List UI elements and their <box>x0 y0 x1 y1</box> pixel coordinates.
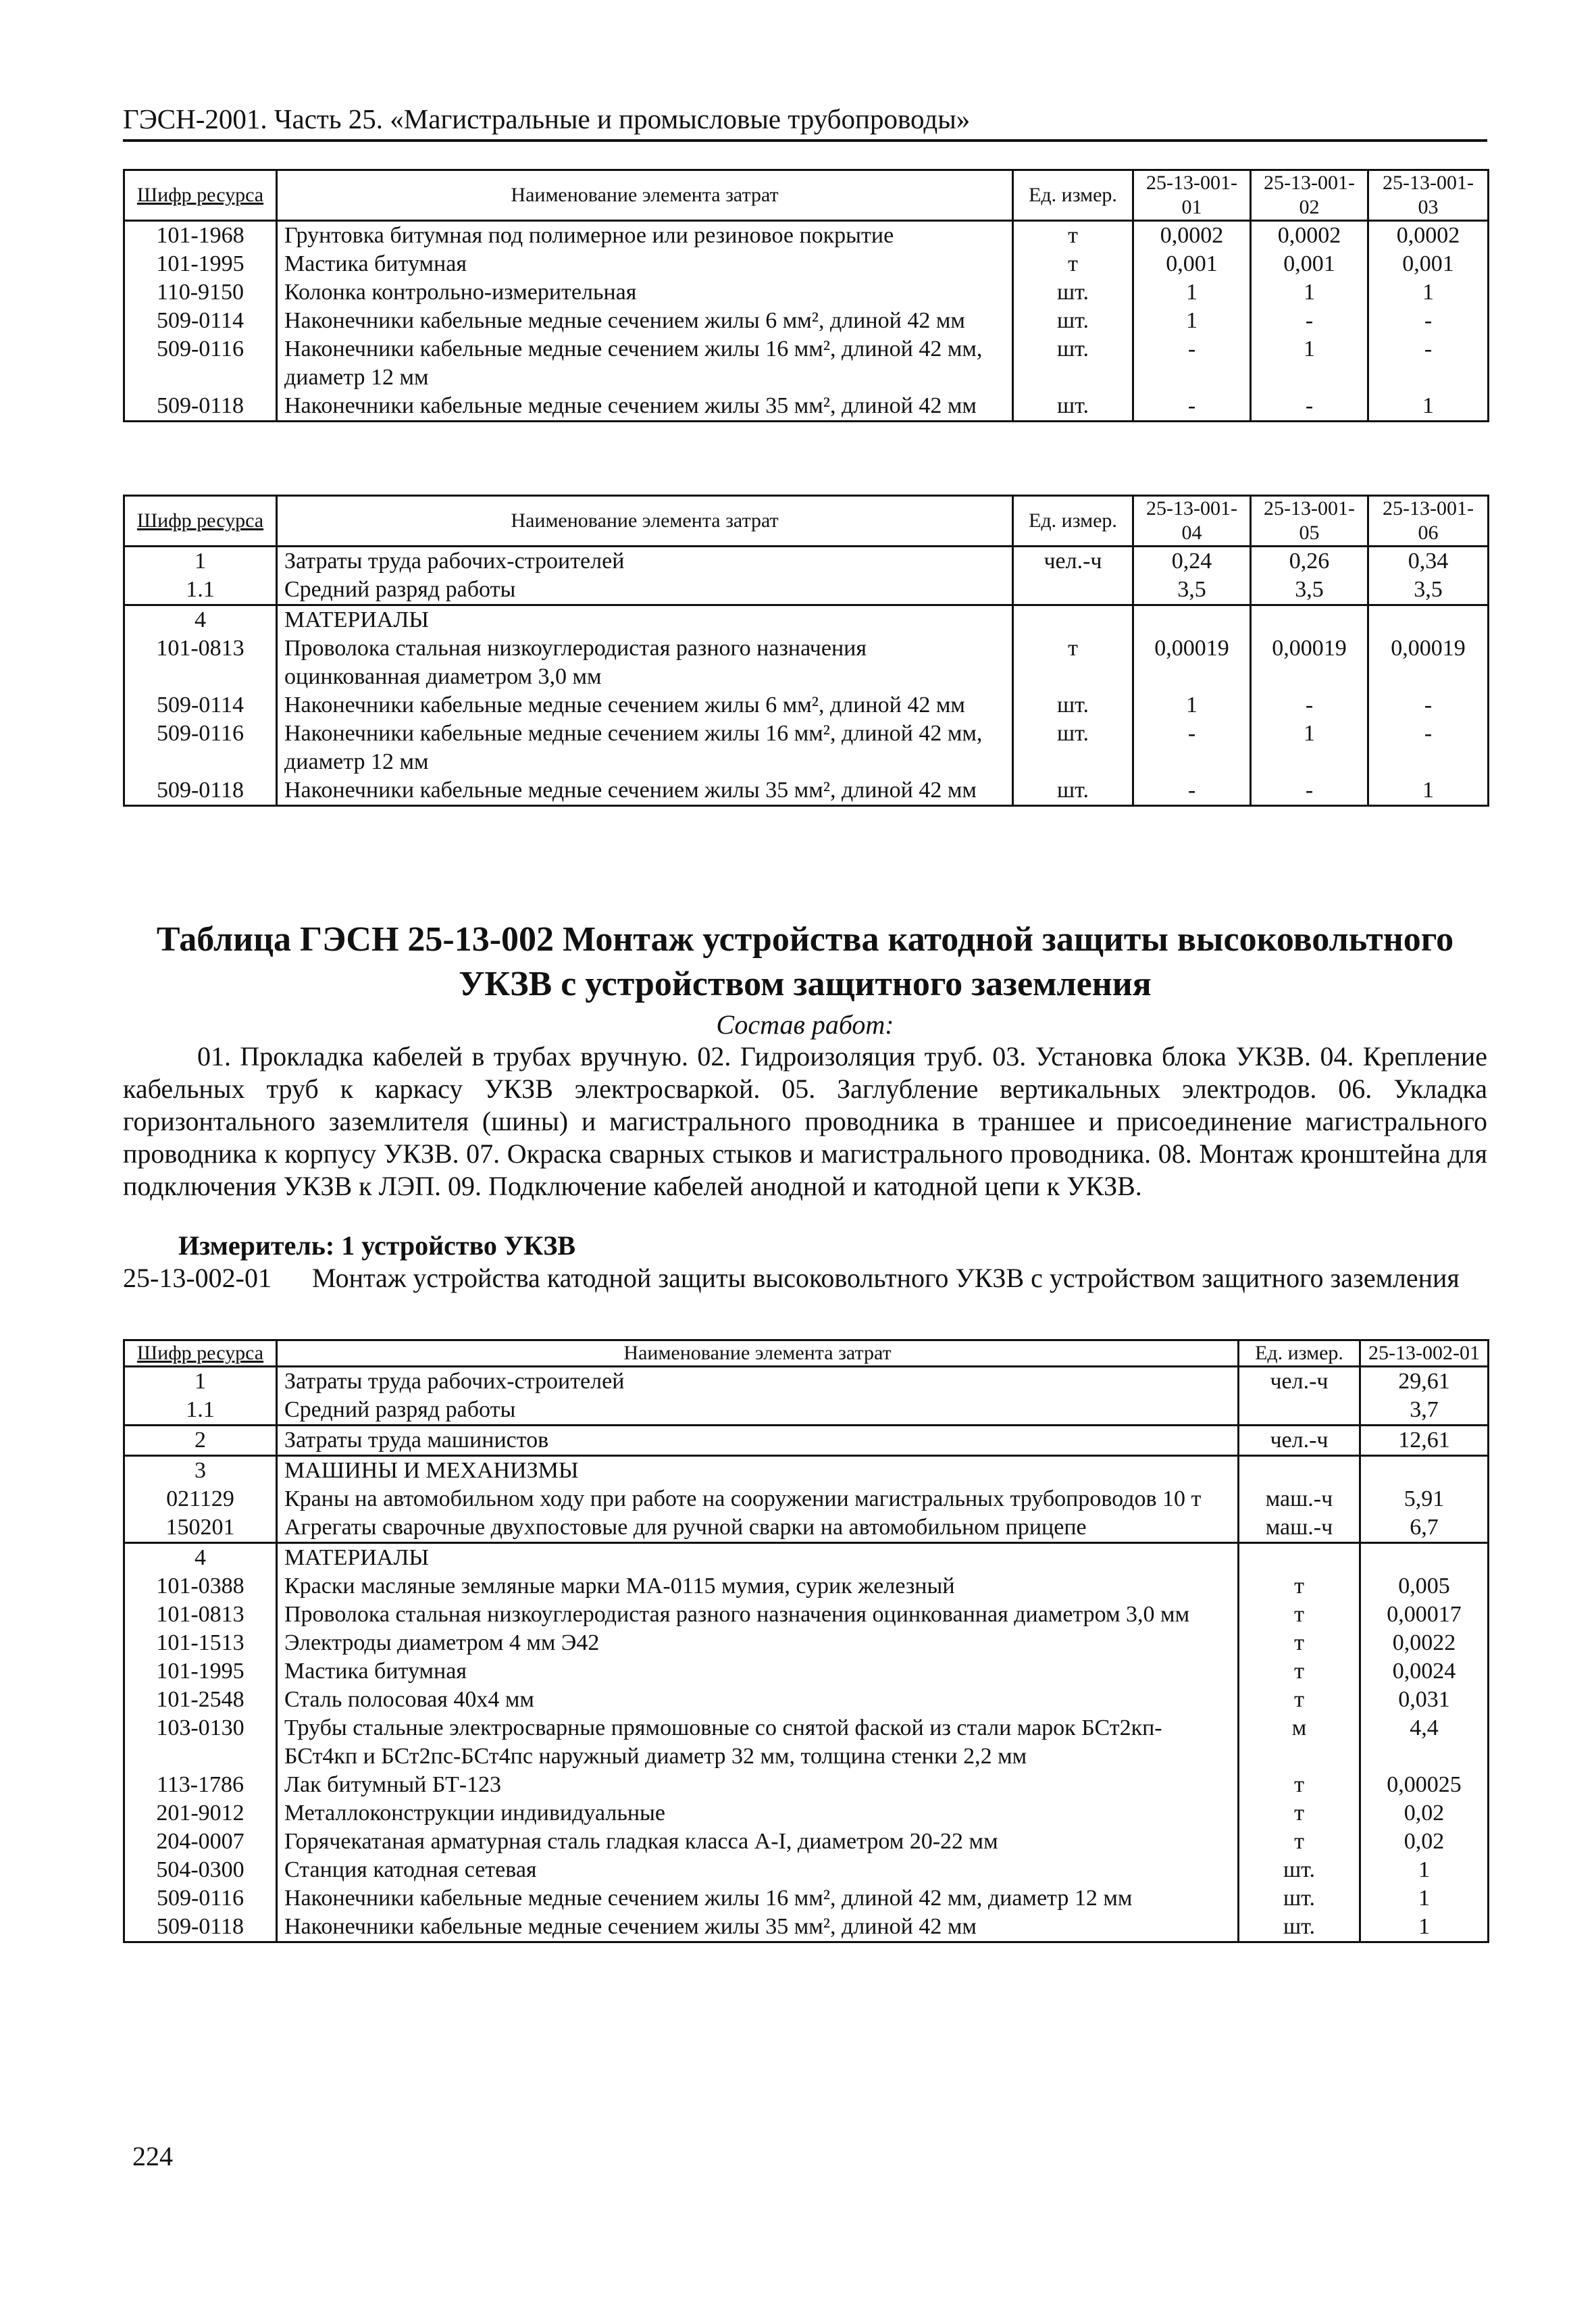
cell-value: 0,34 <box>1368 547 1489 576</box>
cell-unit: шт. <box>1013 691 1133 720</box>
cell-value: 0,26 <box>1251 547 1368 576</box>
table-header-row <box>124 1340 1489 1367</box>
table-row <box>124 1686 1489 1714</box>
table-row <box>124 1884 1489 1913</box>
table-row <box>124 1396 1489 1426</box>
header-col3: 25-13-001-03 <box>1368 170 1489 221</box>
table-row <box>124 776 1489 806</box>
cell-code: 509-0114 <box>124 691 277 720</box>
cell-value: 3,7 <box>1360 1396 1489 1426</box>
cell-unit: чел.-ч <box>1013 547 1133 576</box>
cell-value: - <box>1133 776 1251 806</box>
header-code: Шифр ресурса <box>124 1340 277 1367</box>
cell-value <box>1133 605 1251 635</box>
cell-unit: т <box>1013 634 1133 691</box>
resource-table-002-01 <box>123 1339 1489 1943</box>
cell-code: 101-0388 <box>124 1572 277 1601</box>
table-row <box>124 250 1489 278</box>
cell-name: Наконечники кабельные медные сечением жилы 35 мм², длиной 42 мм <box>277 1913 1239 1942</box>
cell-value: 0,0022 <box>1360 1629 1489 1657</box>
cell-unit: т <box>1013 250 1133 278</box>
cell-unit: шт. <box>1013 278 1133 307</box>
cell-unit: шт. <box>1013 720 1133 776</box>
cell-name: Проволока стальная низкоуглеродистая разного назначения оцинкованная диаметром 3,0 мм <box>277 1601 1239 1629</box>
cell-name: Горячекатаная арматурная сталь гладкая класса А-I, диаметром 20-22 мм <box>277 1828 1239 1856</box>
cell-value: 0,001 <box>1368 250 1489 278</box>
cell-unit: т <box>1239 1572 1360 1601</box>
cell-code: 101-2548 <box>124 1686 277 1714</box>
cell-value: 3,5 <box>1133 576 1251 605</box>
works-subtitle: Состав работ: <box>716 1009 894 1040</box>
cell-name: Проволока стальная низкоуглеродистая разного назначения оцинкованная диаметром 3,0 мм <box>277 634 1013 691</box>
cell-code: 113-1786 <box>124 1771 277 1799</box>
cell-value: 1 <box>1133 278 1251 307</box>
cell-code: 101-1995 <box>124 1657 277 1686</box>
cell-name: Наконечники кабельные медные сечением жилы 16 мм², длиной 42 мм, диаметр 12 мм <box>277 720 1013 776</box>
cell-name: Станция катодная сетевая <box>277 1856 1239 1884</box>
cell-code: 504-0300 <box>124 1856 277 1884</box>
cell-name: Агрегаты сварочные двухпостовые для ручной сварки на автомобильном прицепе <box>277 1513 1239 1543</box>
cell-value: - <box>1368 691 1489 720</box>
cell-name: Наконечники кабельные медные сечением жилы 6 мм², длиной 42 мм <box>277 307 1013 335</box>
cell-code: 2 <box>124 1426 277 1456</box>
cell-name: Наконечники кабельные медные сечением жилы 6 мм², длиной 42 мм <box>277 691 1013 720</box>
meter-label: Измеритель: 1 устройство УКЗВ <box>178 1230 576 1261</box>
cell-unit: чел.-ч <box>1239 1426 1360 1456</box>
cell-value: - <box>1368 307 1489 335</box>
cell-unit: шт. <box>1013 392 1133 422</box>
cell-name: МАТЕРИАЛЫ <box>277 605 1013 635</box>
section-title: Таблица ГЭСН 25-13-002 Монтаж устройства катодной защиты высоковольтного УКЗВ с устройством защитного заземления <box>156 920 1454 1003</box>
cell-value: 1 <box>1368 278 1489 307</box>
table-row <box>124 691 1489 720</box>
cell-name: Краны на автомобильном ходу при работе на сооружении магистральных трубопроводов 10 т <box>277 1485 1239 1513</box>
cell-name: Сталь полосовая 40х4 мм <box>277 1686 1239 1714</box>
cell-value: 1 <box>1360 1913 1489 1942</box>
cell-code: 101-0813 <box>124 1601 277 1629</box>
table-row <box>124 221 1489 251</box>
cell-value: - <box>1251 307 1368 335</box>
table-row <box>124 720 1489 776</box>
table-row <box>124 1657 1489 1686</box>
cell-value: 1 <box>1251 335 1368 392</box>
cell-value: 1 <box>1251 720 1368 776</box>
cell-value: 0,02 <box>1360 1799 1489 1828</box>
table-row <box>124 1828 1489 1856</box>
cell-value: 3,5 <box>1368 576 1489 605</box>
cell-value: - <box>1368 335 1489 392</box>
table-row <box>124 1367 1489 1397</box>
cell-unit: шт. <box>1239 1856 1360 1884</box>
table-row <box>124 1513 1489 1543</box>
table-row <box>124 1913 1489 1942</box>
cell-unit: т <box>1239 1686 1360 1714</box>
cell-unit: т <box>1239 1799 1360 1828</box>
header-col1: 25-13-002-01 <box>1360 1340 1489 1367</box>
cell-value: 5,91 <box>1360 1485 1489 1513</box>
cell-value: 0,24 <box>1133 547 1251 576</box>
cell-value: - <box>1251 776 1368 806</box>
cell-value: - <box>1133 392 1251 422</box>
cell-unit: т <box>1239 1629 1360 1657</box>
header-name: Наименование элемента затрат <box>277 170 1013 221</box>
cell-name: МАТЕРИАЛЫ <box>277 1543 1239 1573</box>
cell-name: Наконечники кабельные медные сечением жилы 16 мм², длиной 42 мм, диаметр 12 мм <box>277 335 1013 392</box>
cell-value: 4,4 <box>1360 1714 1489 1771</box>
cell-code: 509-0118 <box>124 776 277 806</box>
cell-value: - <box>1133 720 1251 776</box>
section-row <box>124 1456 1489 1486</box>
cell-unit: т <box>1239 1828 1360 1856</box>
cell-value: 0,0002 <box>1251 221 1368 251</box>
cell-value: - <box>1368 720 1489 776</box>
table-row <box>124 392 1489 422</box>
cell-name: Наконечники кабельные медные сечением жилы 35 мм², длиной 42 мм <box>277 392 1013 422</box>
cell-code: 509-0114 <box>124 307 277 335</box>
table-row <box>124 335 1489 392</box>
cell-unit: т <box>1013 221 1133 251</box>
cell-code: 021129 <box>124 1485 277 1513</box>
cell-value <box>1360 1456 1489 1486</box>
cell-name: Средний разряд работы <box>277 1396 1239 1426</box>
cell-name: Затраты труда машинистов <box>277 1426 1239 1456</box>
cell-code: 4 <box>124 1543 277 1573</box>
cell-name: Лак битумный БТ-123 <box>277 1771 1239 1799</box>
cell-name: Электроды диаметром 4 мм Э42 <box>277 1629 1239 1657</box>
cell-name: Наконечники кабельные медные сечением жилы 35 мм², длиной 42 мм <box>277 776 1013 806</box>
cell-value: 0,0024 <box>1360 1657 1489 1686</box>
cell-name: Металлоконструкции индивидуальные <box>277 1799 1239 1828</box>
cell-value: 0,001 <box>1133 250 1251 278</box>
header-unit: Ед. измер. <box>1013 496 1133 547</box>
cell-code: 1.1 <box>124 576 277 605</box>
cell-code: 101-0813 <box>124 634 277 691</box>
cell-value: 0,00019 <box>1251 634 1368 691</box>
cell-value: 29,61 <box>1360 1367 1489 1397</box>
cell-unit: шт. <box>1013 307 1133 335</box>
header-col3: 25-13-001-06 <box>1368 496 1489 547</box>
cell-name: Средний разряд работы <box>277 576 1013 605</box>
table-row <box>124 278 1489 307</box>
cell-value: 0,0002 <box>1133 221 1251 251</box>
cell-value: - <box>1251 392 1368 422</box>
table-row <box>124 1799 1489 1828</box>
table-row <box>124 307 1489 335</box>
cell-name: Затраты труда рабочих-строителей <box>277 1367 1239 1397</box>
cell-code: 509-0116 <box>124 1884 277 1913</box>
cell-unit: маш.-ч <box>1239 1485 1360 1513</box>
table-row <box>124 576 1489 605</box>
cell-name: Трубы стальные электросварные прямошовные со снятой фаской из стали марок БСт2кп-БСт4кп и БСт2пс-БСт4пс наружный диаметр 32 мм, толщина стенки 2,2 мм <box>277 1714 1239 1771</box>
header-code: Шифр ресурса <box>124 496 277 547</box>
table-row <box>124 1572 1489 1601</box>
header-unit: Ед. измер. <box>1239 1340 1360 1367</box>
cell-value: 0,00019 <box>1133 634 1251 691</box>
cell-value: 0,031 <box>1360 1686 1489 1714</box>
header-col1: 25-13-001-04 <box>1133 496 1251 547</box>
cell-unit: маш.-ч <box>1239 1513 1360 1543</box>
cell-code: 101-1513 <box>124 1629 277 1657</box>
cell-code: 1 <box>124 547 277 576</box>
cell-unit <box>1239 1456 1360 1486</box>
cell-value: 1 <box>1368 392 1489 422</box>
table-header-row <box>124 170 1489 221</box>
cell-value: 0,02 <box>1360 1828 1489 1856</box>
cell-value: 0,0002 <box>1368 221 1489 251</box>
cell-value: - <box>1251 691 1368 720</box>
cell-name: Грунтовка битумная под полимерное или резиновое покрытие <box>277 221 1013 251</box>
cell-code: 3 <box>124 1456 277 1486</box>
cell-value: - <box>1133 335 1251 392</box>
cell-unit: шт. <box>1239 1884 1360 1913</box>
table-row <box>124 1714 1489 1771</box>
running-header: ГЭСН-2001. Часть 25. «Магистральные и промысловые трубопроводы» <box>123 100 1487 142</box>
cell-name: Мастика битумная <box>277 250 1013 278</box>
cell-code: 101-1968 <box>124 221 277 251</box>
cell-value: 3,5 <box>1251 576 1368 605</box>
cell-name: Колонка контрольно-измерительная <box>277 278 1013 307</box>
cell-name: Мастика битумная <box>277 1657 1239 1686</box>
cell-unit: шт. <box>1013 776 1133 806</box>
works-description: 01. Прокладка кабелей в трубах вручную. 02. Гидроизоляция труб. 03. Установка блока УКЗВ. 04. Крепление кабельных труб к каркасу УКЗВ электросваркой. 05. Заглубление вертикальных электродов. 06. Укладка горизонтального заземлителя (шины) и магистрального проводника в траншее и присоединение магистрального проводника к корпусу УКЗВ. 07. Окраска сварных стыков и магистрального проводника. 08. Монтаж кронштейна для подключения УКЗВ к ЛЭП. 09. Подключение кабелей анодной и катодной цепи к УКЗВ. <box>123 1041 1487 1201</box>
cell-code: 509-0118 <box>124 392 277 422</box>
resource-table-001-01-03 <box>123 169 1489 422</box>
cell-value <box>1368 605 1489 635</box>
cell-code: 509-0116 <box>124 720 277 776</box>
table-row <box>124 1426 1489 1456</box>
cell-code: 1 <box>124 1367 277 1397</box>
section-row <box>124 1543 1489 1573</box>
header-name: Наименование элемента затрат <box>277 496 1013 547</box>
cell-value: 0,00017 <box>1360 1601 1489 1629</box>
cell-unit: т <box>1239 1601 1360 1629</box>
table-row <box>124 1601 1489 1629</box>
cell-value <box>1251 605 1368 635</box>
header-col1: 25-13-001-01 <box>1133 170 1251 221</box>
table-row <box>124 547 1489 576</box>
cell-value: 1 <box>1133 307 1251 335</box>
cell-value: 1 <box>1360 1856 1489 1884</box>
cell-unit: т <box>1239 1657 1360 1686</box>
cell-unit: шт. <box>1239 1913 1360 1942</box>
table-row <box>124 1629 1489 1657</box>
cell-code: 201-9012 <box>124 1799 277 1828</box>
cell-code: 509-0118 <box>124 1913 277 1942</box>
cell-unit: т <box>1239 1771 1360 1799</box>
header-code: Шифр ресурса <box>124 170 277 221</box>
cell-name: Затраты труда рабочих-строителей <box>277 547 1013 576</box>
cell-name: МАШИНЫ И МЕХАНИЗМЫ <box>277 1456 1239 1486</box>
cell-value: 1 <box>1251 278 1368 307</box>
cell-value: 0,005 <box>1360 1572 1489 1601</box>
cell-value: 1 <box>1368 776 1489 806</box>
header-unit: Ед. измер. <box>1013 170 1133 221</box>
table-row <box>124 1771 1489 1799</box>
norm-description: Монтаж устройства катодной защиты высоковольтного УКЗВ с устройством защитного заземления <box>312 1263 1460 1293</box>
cell-unit <box>1239 1543 1360 1573</box>
header-col2: 25-13-001-02 <box>1251 170 1368 221</box>
cell-value: 6,7 <box>1360 1513 1489 1543</box>
norm-code: 25-13-002-01 <box>123 1263 272 1293</box>
cell-code: 103-0130 <box>124 1714 277 1771</box>
cell-value <box>1360 1543 1489 1573</box>
table-row <box>124 634 1489 691</box>
cell-value: 0,001 <box>1251 250 1368 278</box>
section-row <box>124 605 1489 635</box>
table-row <box>124 1856 1489 1884</box>
resource-table-001-04-06 <box>123 495 1489 807</box>
page-number: 224 <box>132 2141 173 2171</box>
cell-value: 0,00019 <box>1368 634 1489 691</box>
cell-unit: м <box>1239 1714 1360 1771</box>
cell-unit <box>1013 605 1133 635</box>
cell-name: Наконечники кабельные медные сечением жилы 16 мм², длиной 42 мм, диаметр 12 мм <box>277 1884 1239 1913</box>
cell-code: 150201 <box>124 1513 277 1543</box>
cell-code: 509-0116 <box>124 335 277 392</box>
cell-value: 1 <box>1360 1884 1489 1913</box>
cell-code: 1.1 <box>124 1396 277 1426</box>
cell-code: 101-1995 <box>124 250 277 278</box>
table-row <box>124 1485 1489 1513</box>
cell-unit: чел.-ч <box>1239 1367 1360 1397</box>
cell-code: 204-0007 <box>124 1828 277 1856</box>
header-col2: 25-13-001-05 <box>1251 496 1368 547</box>
header-name: Наименование элемента затрат <box>277 1340 1239 1367</box>
cell-unit <box>1013 576 1133 605</box>
cell-value: 12,61 <box>1360 1426 1489 1456</box>
cell-value: 1 <box>1133 691 1251 720</box>
cell-unit: шт. <box>1013 335 1133 392</box>
cell-value: 0,00025 <box>1360 1771 1489 1799</box>
table-header-row <box>124 496 1489 547</box>
cell-unit <box>1239 1396 1360 1426</box>
cell-code: 110-9150 <box>124 278 277 307</box>
cell-name: Краски масляные земляные марки МА-0115 мумия, сурик железный <box>277 1572 1239 1601</box>
cell-code: 4 <box>124 605 277 635</box>
